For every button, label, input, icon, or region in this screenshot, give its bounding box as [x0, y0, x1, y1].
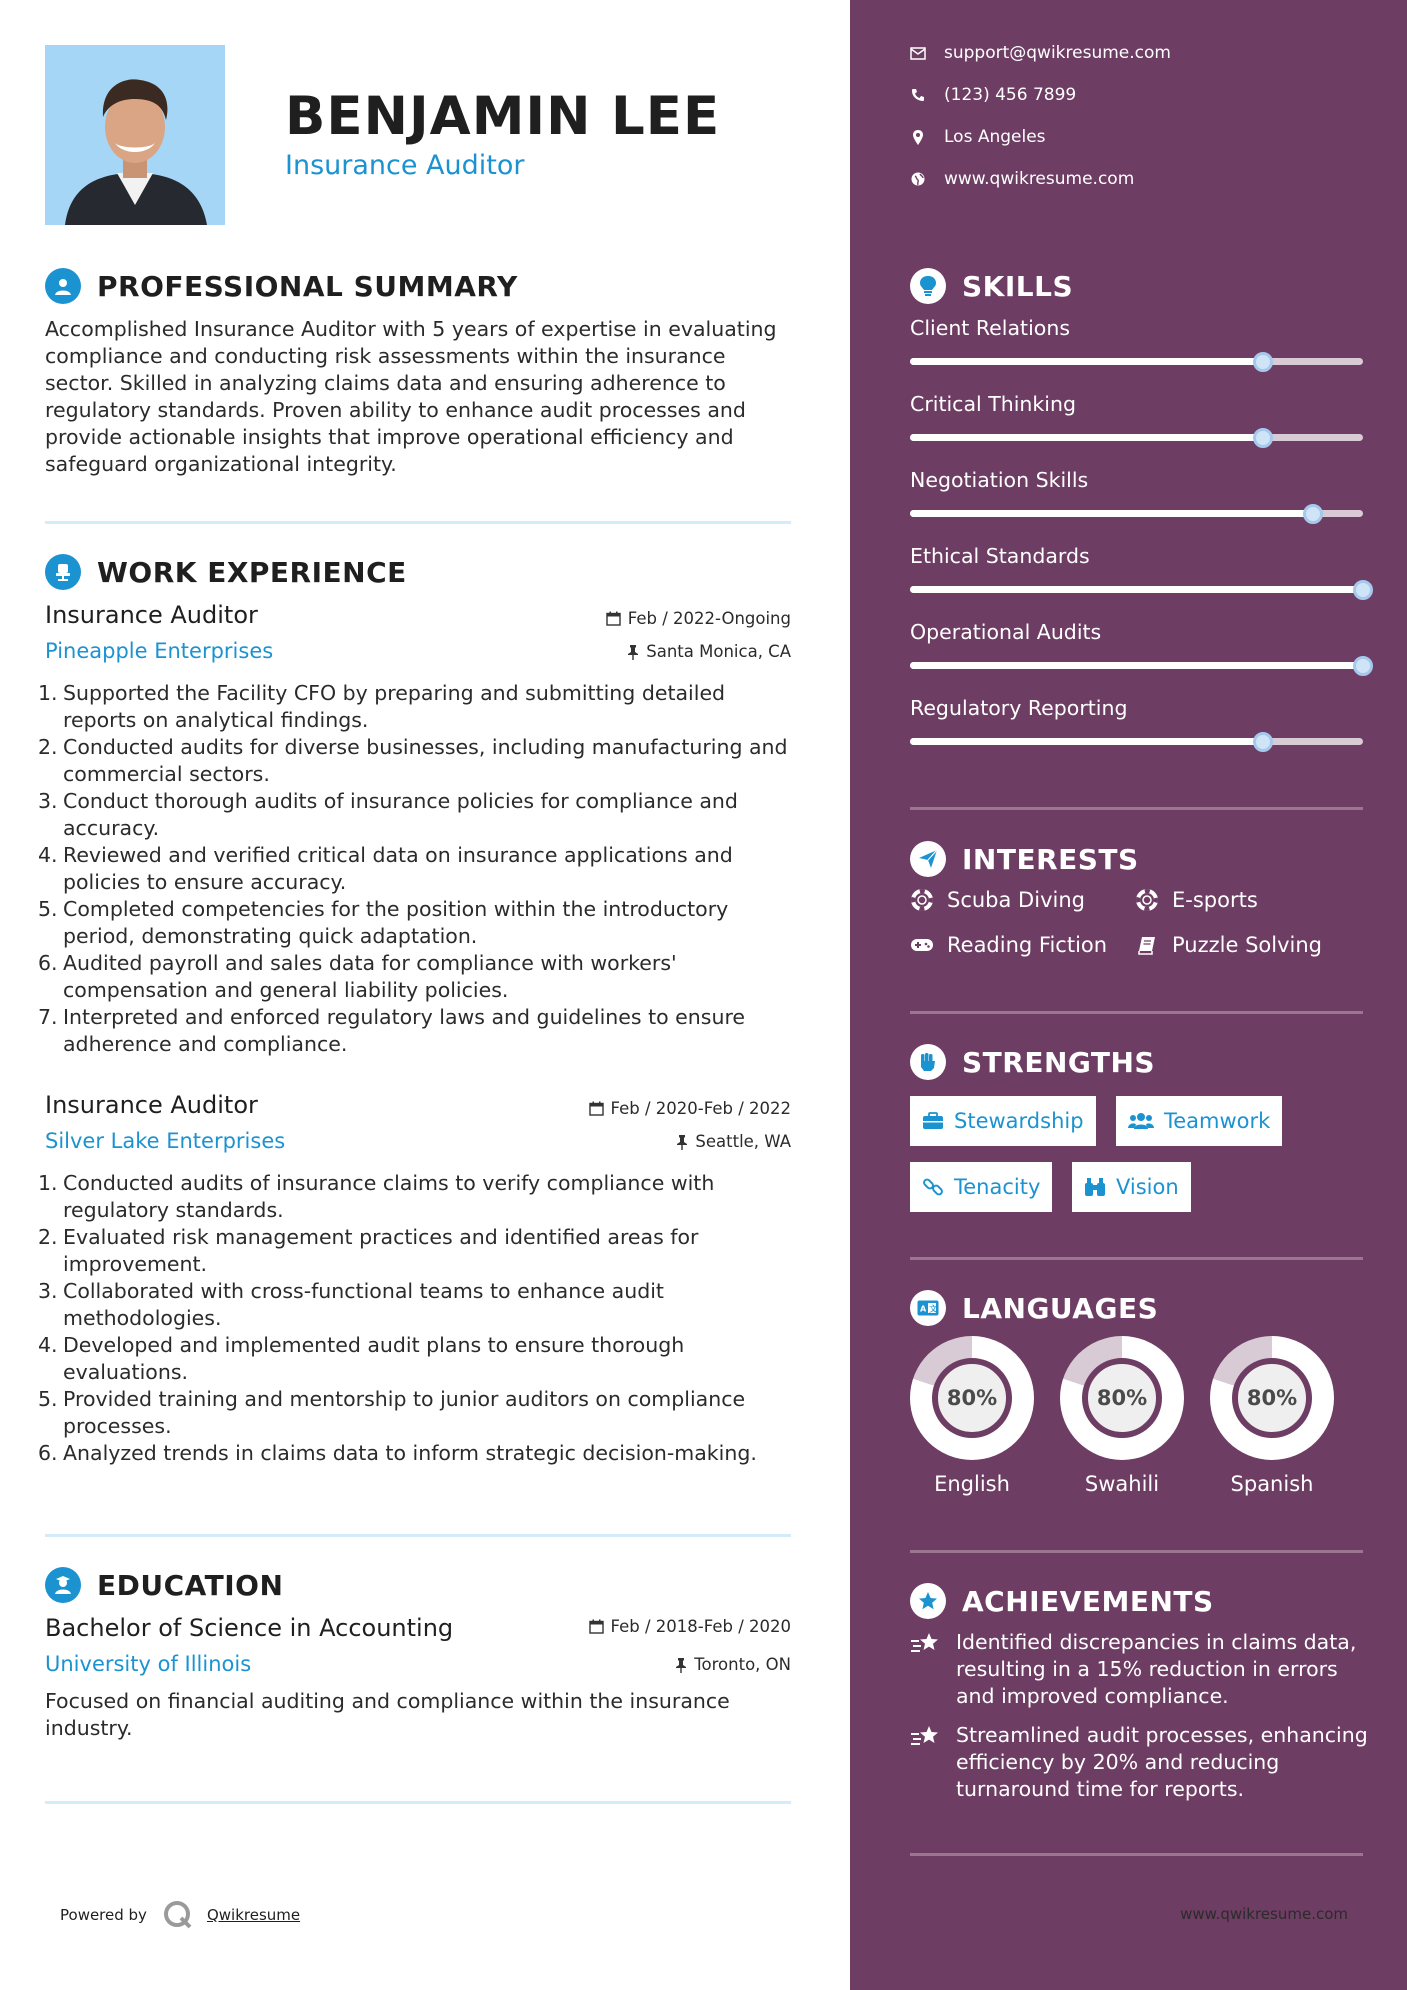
language-name: Spanish [1230, 1472, 1314, 1496]
candidate-name: BENJAMIN LEE [285, 86, 721, 147]
education-date [589, 1617, 791, 1636]
skill-level-fill [910, 358, 1263, 365]
language-name: Swahili [1084, 1472, 1160, 1496]
skill-level-fill [910, 434, 1263, 441]
degree-title: Bachelor of Science in Accounting [45, 1614, 454, 1642]
calendar-icon [606, 611, 621, 626]
list-item: 1. Supported the Facility CFO by preparing and submitting detailed reports on analytical findings. [38, 681, 726, 732]
envelope-icon [910, 47, 926, 60]
powered-by [60, 1900, 300, 1930]
section-divider [910, 1257, 1363, 1260]
summary-text: Accomplished Insurance Auditor with 5 years of expertise in evaluating compliance and conducting risk assessments within the insurance sector. Skilled in analyzing claims data and ensuring adherence to regulatory standards. Proven ability to enhance audit processes and provide actionable insights that improve operational efficiency and safeguard organizational integrity. [45, 317, 777, 476]
user-icon [45, 268, 81, 304]
svg-text:文: 文 [929, 1304, 938, 1314]
job-duties-list [38, 1170, 798, 1467]
section-divider [910, 807, 1363, 810]
pin-icon [676, 1134, 688, 1150]
skill-level-knob [1353, 580, 1373, 600]
svg-text:A: A [920, 1304, 927, 1314]
skill-name: Client Relations [910, 316, 1071, 340]
strength-label: Tenacity [954, 1175, 1041, 1199]
profile-photo [45, 45, 225, 225]
job-location [676, 1132, 791, 1151]
pin-icon [675, 1657, 687, 1673]
summary-title: PROFESSIONAL SUMMARY [97, 269, 518, 303]
skill-name: Negotiation Skills [910, 468, 1089, 492]
interests-title: INTERESTS [962, 842, 1139, 876]
contact-website[interactable] [910, 169, 1134, 189]
briefcase-icon [922, 1112, 944, 1130]
section-divider [45, 521, 791, 524]
section-divider [910, 1853, 1363, 1856]
contact-phone-text: (123) 456 7899 [944, 85, 1077, 105]
achievement-item [910, 1722, 1370, 1803]
skill-name: Regulatory Reporting [910, 696, 1128, 720]
pin-icon [627, 644, 639, 660]
skill-level-bar [910, 510, 1363, 517]
job-date [589, 1099, 791, 1118]
interests-heading [910, 841, 1139, 877]
education-description: Focused on financial auditing and compliance within the insurance industry. [45, 1689, 730, 1740]
job-date [606, 609, 791, 628]
strength-chip [1072, 1162, 1191, 1212]
skill-level-knob [1353, 656, 1373, 676]
interest-label: E-sports [1172, 888, 1258, 912]
paper-plane-icon [910, 841, 946, 877]
experience-title: WORK EXPERIENCE [97, 555, 407, 589]
languages-heading [910, 1290, 1158, 1326]
skill-level-bar [910, 738, 1363, 745]
list-item: 4. Reviewed and verified critical data on insurance applications and policies to ensure accuracy. [38, 843, 733, 894]
contact-location-text: Los Angeles [944, 127, 1046, 147]
section-divider [45, 1801, 791, 1804]
sidebar [850, 0, 1407, 1990]
language-percent: 80% [1082, 1358, 1162, 1438]
skills-heading [910, 268, 1073, 304]
strength-chip [1116, 1096, 1282, 1146]
footer-website[interactable]: www.qwikresume.com [1180, 1905, 1348, 1923]
skill-name: Ethical Standards [910, 544, 1090, 568]
skill-name: Critical Thinking [910, 392, 1076, 416]
section-divider [910, 1550, 1363, 1553]
strength-label: Vision [1116, 1175, 1179, 1199]
skill-level-fill [910, 510, 1313, 517]
interest-item [910, 888, 1085, 912]
skill-level-bar [910, 358, 1363, 365]
interest-label: Scuba Diving [947, 888, 1085, 912]
education-location-text: Toronto, ON [694, 1655, 791, 1674]
fist-icon [910, 1044, 946, 1080]
language-item [910, 1336, 1034, 1496]
list-item: 1. Conducted audits of insurance claims to verify compliance with regulatory standards. [38, 1171, 715, 1222]
job-company: Pineapple Enterprises [45, 639, 274, 663]
lightbulb-icon [910, 268, 946, 304]
language-item [1060, 1336, 1184, 1496]
achievements-title: ACHIEVEMENTS [962, 1584, 1214, 1618]
job-company: Silver Lake Enterprises [45, 1129, 286, 1153]
translate-icon [910, 1290, 946, 1326]
list-item: 6. Analyzed trends in claims data to inform strategic decision-making. [38, 1441, 757, 1465]
language-percent: 80% [932, 1358, 1012, 1438]
education-title: EDUCATION [97, 1568, 284, 1602]
language-item [1210, 1336, 1334, 1496]
skill-level-fill [910, 586, 1363, 593]
job-date-text: Feb / 2020-Feb / 2022 [610, 1099, 791, 1118]
book-icon [1135, 935, 1159, 955]
job-title: Insurance Auditor [45, 601, 258, 629]
qwikresume-link[interactable]: Qwikresume [206, 1906, 301, 1924]
skills-title: SKILLS [962, 269, 1074, 303]
map-marker-icon [910, 130, 926, 145]
users-icon [1128, 1112, 1154, 1130]
calendar-icon [589, 1619, 604, 1634]
list-item: 3. Collaborated with cross-functional teams to enhance audit methodologies. [38, 1279, 664, 1330]
skill-level-knob [1253, 352, 1273, 372]
powered-by-label: Powered by [60, 1906, 147, 1924]
education-location [675, 1655, 791, 1674]
skill-level-bar [910, 586, 1363, 593]
list-item: 5. Completed competencies for the position within the introductory period, demonstrating quick adaptation. [38, 897, 729, 948]
list-item: 5. Provided training and mentorship to junior auditors on compliance processes. [38, 1387, 746, 1438]
strength-label: Teamwork [1164, 1109, 1271, 1133]
language-progress-ring [1060, 1336, 1184, 1460]
skill-level-fill [910, 662, 1363, 669]
strengths-heading [910, 1044, 1155, 1080]
candidate-role: Insurance Auditor [285, 150, 525, 181]
achievement-item [910, 1629, 1370, 1710]
star-icon [910, 1583, 946, 1619]
life-ring-icon [910, 889, 934, 911]
strength-chip [910, 1162, 1052, 1212]
list-item: 2. Conducted audits for diverse businesses, including manufacturing and commercial sectors. [38, 735, 788, 786]
job-location-text: Seattle, WA [695, 1132, 791, 1151]
contact-email-text: support@qwikresume.com [944, 43, 1171, 63]
job-date-text: Feb / 2022-Ongoing [627, 609, 791, 628]
strength-chip [910, 1096, 1096, 1146]
job-location [627, 642, 791, 661]
link-icon [922, 1176, 944, 1198]
interest-label: Reading Fiction [947, 933, 1108, 957]
section-divider [45, 1534, 791, 1537]
strength-label: Stewardship [954, 1109, 1084, 1133]
graduate-icon [45, 1567, 81, 1603]
languages-title: LANGUAGES [962, 1291, 1159, 1325]
shooting-star-icon [910, 1722, 956, 1803]
interest-item [1135, 888, 1258, 912]
skill-level-bar [910, 662, 1363, 669]
school-name: University of Illinois [45, 1652, 252, 1676]
skill-name: Operational Audits [910, 620, 1102, 644]
job-title: Insurance Auditor [45, 1091, 258, 1119]
job-duties-list [38, 680, 798, 1058]
language-progress-ring [1210, 1336, 1334, 1460]
experience-heading [45, 554, 407, 590]
skill-level-fill [910, 738, 1263, 745]
qwikresume-logo-icon [163, 1900, 193, 1930]
calendar-icon [589, 1101, 604, 1116]
skill-level-knob [1253, 428, 1273, 448]
skill-level-knob [1253, 732, 1273, 752]
list-item: 6. Audited payroll and sales data for compliance with workers' compensation and general liability policies. [38, 951, 677, 1002]
list-item: 2. Evaluated risk management practices and identified areas for improvement. [38, 1225, 699, 1276]
phone-icon [910, 88, 926, 102]
gamepad-icon [910, 937, 934, 953]
contact-email[interactable] [910, 43, 1171, 63]
list-item: 4. Developed and implemented audit plans to ensure thorough evaluations. [38, 1333, 685, 1384]
education-heading [45, 1567, 283, 1603]
list-item: 3. Conduct thorough audits of insurance policies for compliance and accuracy. [38, 789, 738, 840]
binoculars-icon [1084, 1177, 1106, 1197]
achievement-text: Streamlined audit processes, enhancing efficiency by 20% and reducing turnaround time for reports. [956, 1723, 1368, 1801]
job-location-text: Santa Monica, CA [646, 642, 791, 661]
life-ring-icon [1135, 889, 1159, 911]
interest-label: Puzzle Solving [1172, 933, 1322, 957]
education-date-text: Feb / 2018-Feb / 2020 [610, 1617, 791, 1636]
contact-phone[interactable] [910, 85, 1076, 105]
interest-item [910, 933, 1107, 957]
contact-website-text: www.qwikresume.com [944, 169, 1135, 189]
language-name: English [934, 1472, 1010, 1496]
interest-item [1135, 933, 1322, 957]
shooting-star-icon [910, 1629, 956, 1710]
contact-location [910, 127, 1046, 147]
summary-heading [45, 268, 518, 304]
list-item: 7. Interpreted and enforced regulatory laws and guidelines to ensure adherence and compliance. [38, 1005, 746, 1056]
language-percent: 80% [1232, 1358, 1312, 1438]
achievement-text: Identified discrepancies in claims data, resulting in a 15% reduction in errors and improved compliance. [956, 1630, 1357, 1708]
section-divider [910, 1011, 1363, 1014]
skill-level-bar [910, 434, 1363, 441]
language-progress-ring [910, 1336, 1034, 1460]
skill-level-knob [1303, 504, 1323, 524]
globe-icon [910, 172, 926, 186]
strengths-title: STRENGTHS [962, 1045, 1156, 1079]
achievements-heading [910, 1583, 1214, 1619]
chair-icon [45, 554, 81, 590]
